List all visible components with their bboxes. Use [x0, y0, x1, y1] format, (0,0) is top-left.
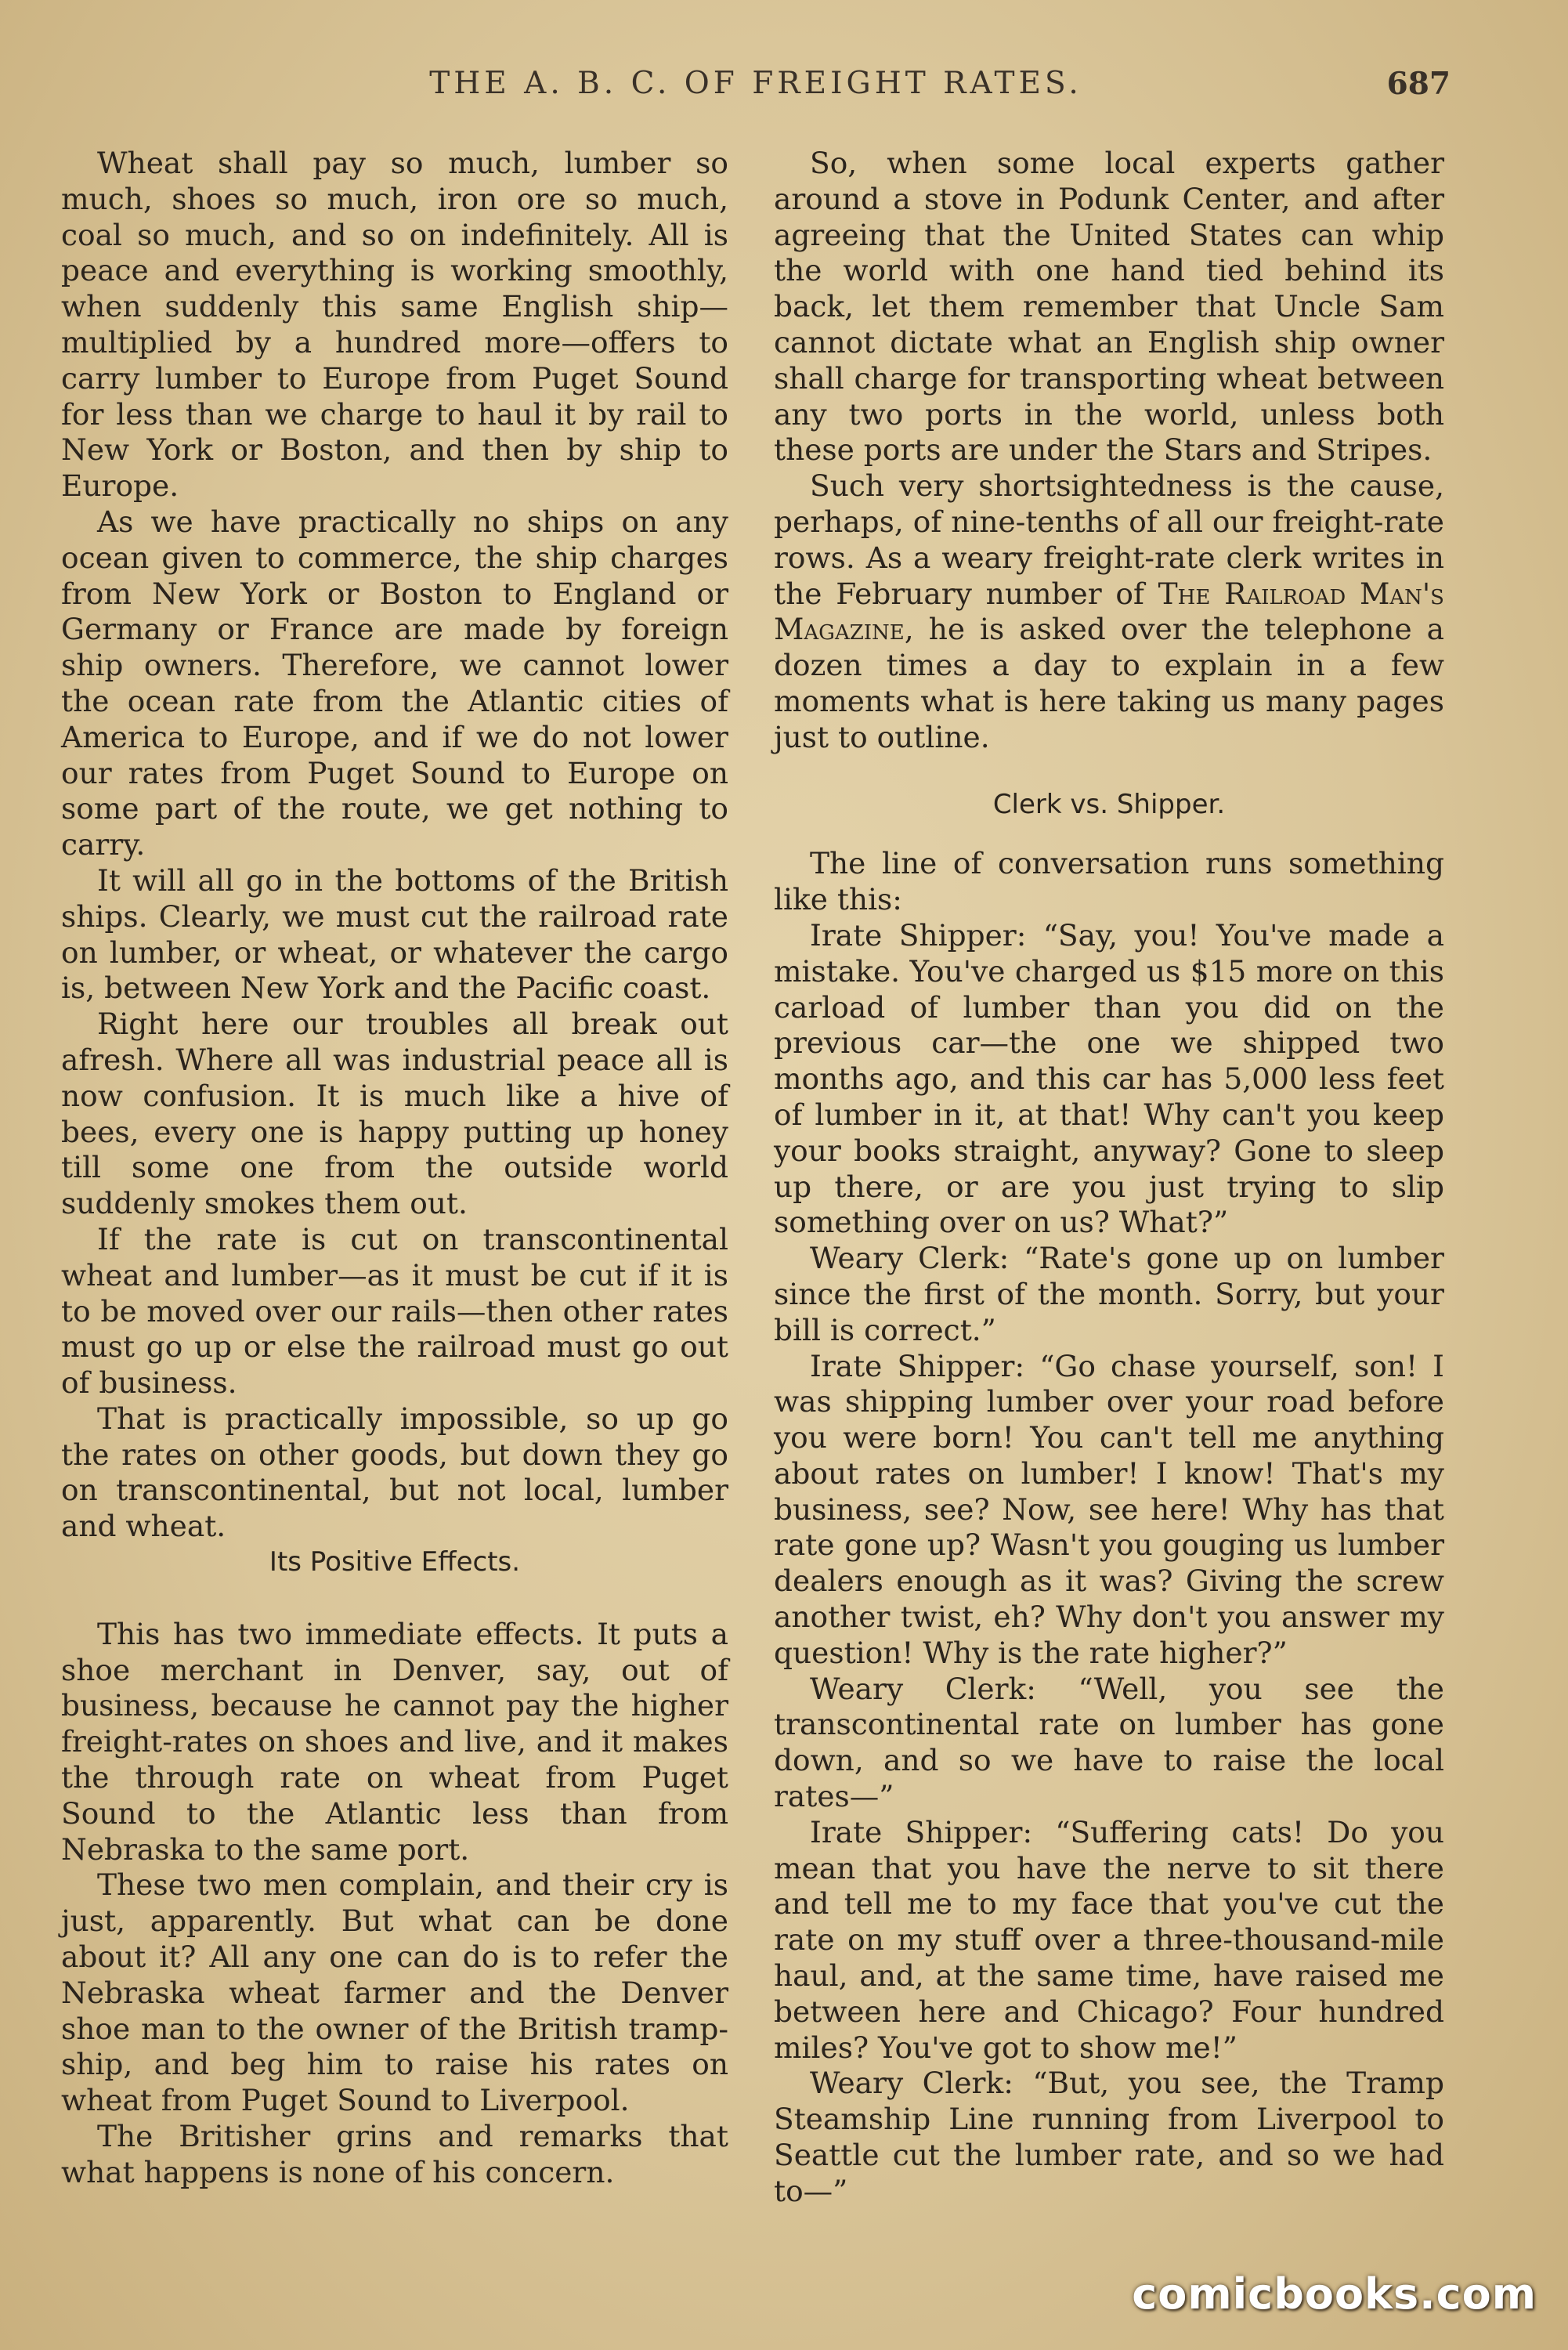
paragraph: So, when some local experts gather around a stove in Podunk Center, and after agreeing that the United States can whip the world with one hand tied behind its back, let them remember that Uncle Sam cannot dictate what an English ship owner shall charge for transporting wheat between any two ports in the world, unless both these ports are under the Stars and Stripes. [774, 146, 1444, 468]
paragraph: Weary Clerk: “Well, you see the transcontinental rate on lumber has gone down, and so we have to raise the local rates—” [774, 1671, 1444, 1814]
paragraph: Wheat shall pay so much, lumber so much, shoes so much, iron ore so much, coal so much, and so on indefinitely. All is peace and everything is working smoothly, when suddenly this same English ship—multiplied by a hundred more—offers to carry lumber to Europe from Puget Sound for less than we charge to haul it by rail to New York or Boston, and then by ship to Europe. [61, 146, 728, 504]
running-title: THE A. B. C. OF FREIGHT RATES. [429, 66, 1082, 101]
paragraph: Irate Shipper: “Say, you! You've made a mistake. You've charged us $15 more on this carload of lumber than you did on the previous car—the one we shipped two months ago, and this car has 5,000 less feet of lumber in it, at that! Why can't you keep your books straight, anyway? Gone to sleep up there, or are you just trying to slip something over on us? What?” [774, 917, 1444, 1240]
section-heading: Clerk vs. Shipper. [992, 788, 1226, 820]
paragraph: The line of conversation runs something like this: [774, 846, 1444, 917]
right-column [774, 146, 1444, 2210]
running-header [63, 66, 1449, 113]
paragraph: Irate Shipper: “Go chase yourself, son! I was shipping lumber over your road before you were born! You can't tell me anything about rates on lumber! I know! That's my business, see? Now, see here! Why has that rate gone up? Wasn't you gouging us lumber dealers enough as it was? Giving the screw another twist, eh? Why don't you answer my question! Why is the rate higher?” [774, 1348, 1444, 1670]
paragraph: These two men complain, and their cry is just, apparently. But what can be done about it? All any one can do is to refer the Nebraska wheat farmer and the Denver shoe man to the owner of the British tramp-ship, and beg him to raise his rates on wheat from Puget Sound to Liverpool. [61, 1867, 728, 2118]
paragraph: Weary Clerk: “Rate's gone up on lumber since the first of the month. Sorry, but your bill is correct.” [774, 1241, 1444, 1347]
paragraph: This has two immediate effects. It puts a shoe merchant in Denver, say, out of business, because he cannot pay the higher freight-rates on shoes and live, and it makes the through rate on wheat from Puget Sound to the Atlantic less than from Nebraska to the same port. [61, 1616, 728, 1867]
magazine-title: The Railroad Man's Magazine [774, 576, 1444, 647]
paragraph [774, 468, 1444, 755]
page-number: 687 [1386, 66, 1451, 102]
paragraph: Weary Clerk: “But, you see, the Tramp Steamship Line running from Liverpool to Seattle cut the lumber rate, and so we had to—” [774, 2066, 1444, 2208]
section-heading: Its Positive Effects. [269, 1546, 521, 1578]
left-column [61, 146, 728, 2191]
paragraph: Irate Shipper: “Suffering cats! Do you mean that you have the nerve to sit there and tell me to my face that you've cut the rate on my stuff over a three-thousand-mile haul, and, at the same time, have raised me between here and Chicago? Four hundred miles? You've got to show me!” [774, 1814, 1444, 2065]
text-run: Such very shortsightedness is the cause, perhaps, of nine-tenths of all our freight-rate rows. As a weary freight-rate clerk writes in the February number of [774, 468, 1444, 611]
paragraph: It will all go in the bottoms of the British ships. Clearly, we must cut the railroad rate on lumber, or wheat, or whatever the cargo is, between New York and the Pacific coast. [61, 862, 728, 1006]
paragraph: If the rate is cut on transcontinental wheat and lumber—as it must be cut if it is to be moved over our rails—then other rates must go up or else the railroad must go out of business. [61, 1221, 728, 1401]
watermark-logo: comicbooks.com [1132, 2269, 1537, 2319]
text-run: , he is asked over the telephone a dozen times a day to explain in a few moments what is here taking us many pages just to outline. [774, 612, 1444, 754]
paragraph: Right here our troubles all break out afresh. Where all was industrial peace all is now confusion. It is much like a hive of bees, every one is happy putting up honey till some one from the outside world suddenly smokes them out. [61, 1007, 728, 1221]
paragraph: As we have practically no ships on any ocean given to commerce, the ship charges from New York or Boston to England or Germany or France are made by foreign ship owners. Therefore, we cannot lower the ocean rate from the Atlantic cities of America to Europe, and if we do not lower our rates from Puget Sound to Europe on some part of the route, we get nothing to carry. [61, 504, 728, 862]
paragraph: That is practically impossible, so up go the rates on other goods, but down they go on transcontinental, but not local, lumber and wheat. [61, 1401, 728, 1544]
paragraph: The Britisher grins and remarks that what happens is none of his concern. [61, 2119, 728, 2189]
